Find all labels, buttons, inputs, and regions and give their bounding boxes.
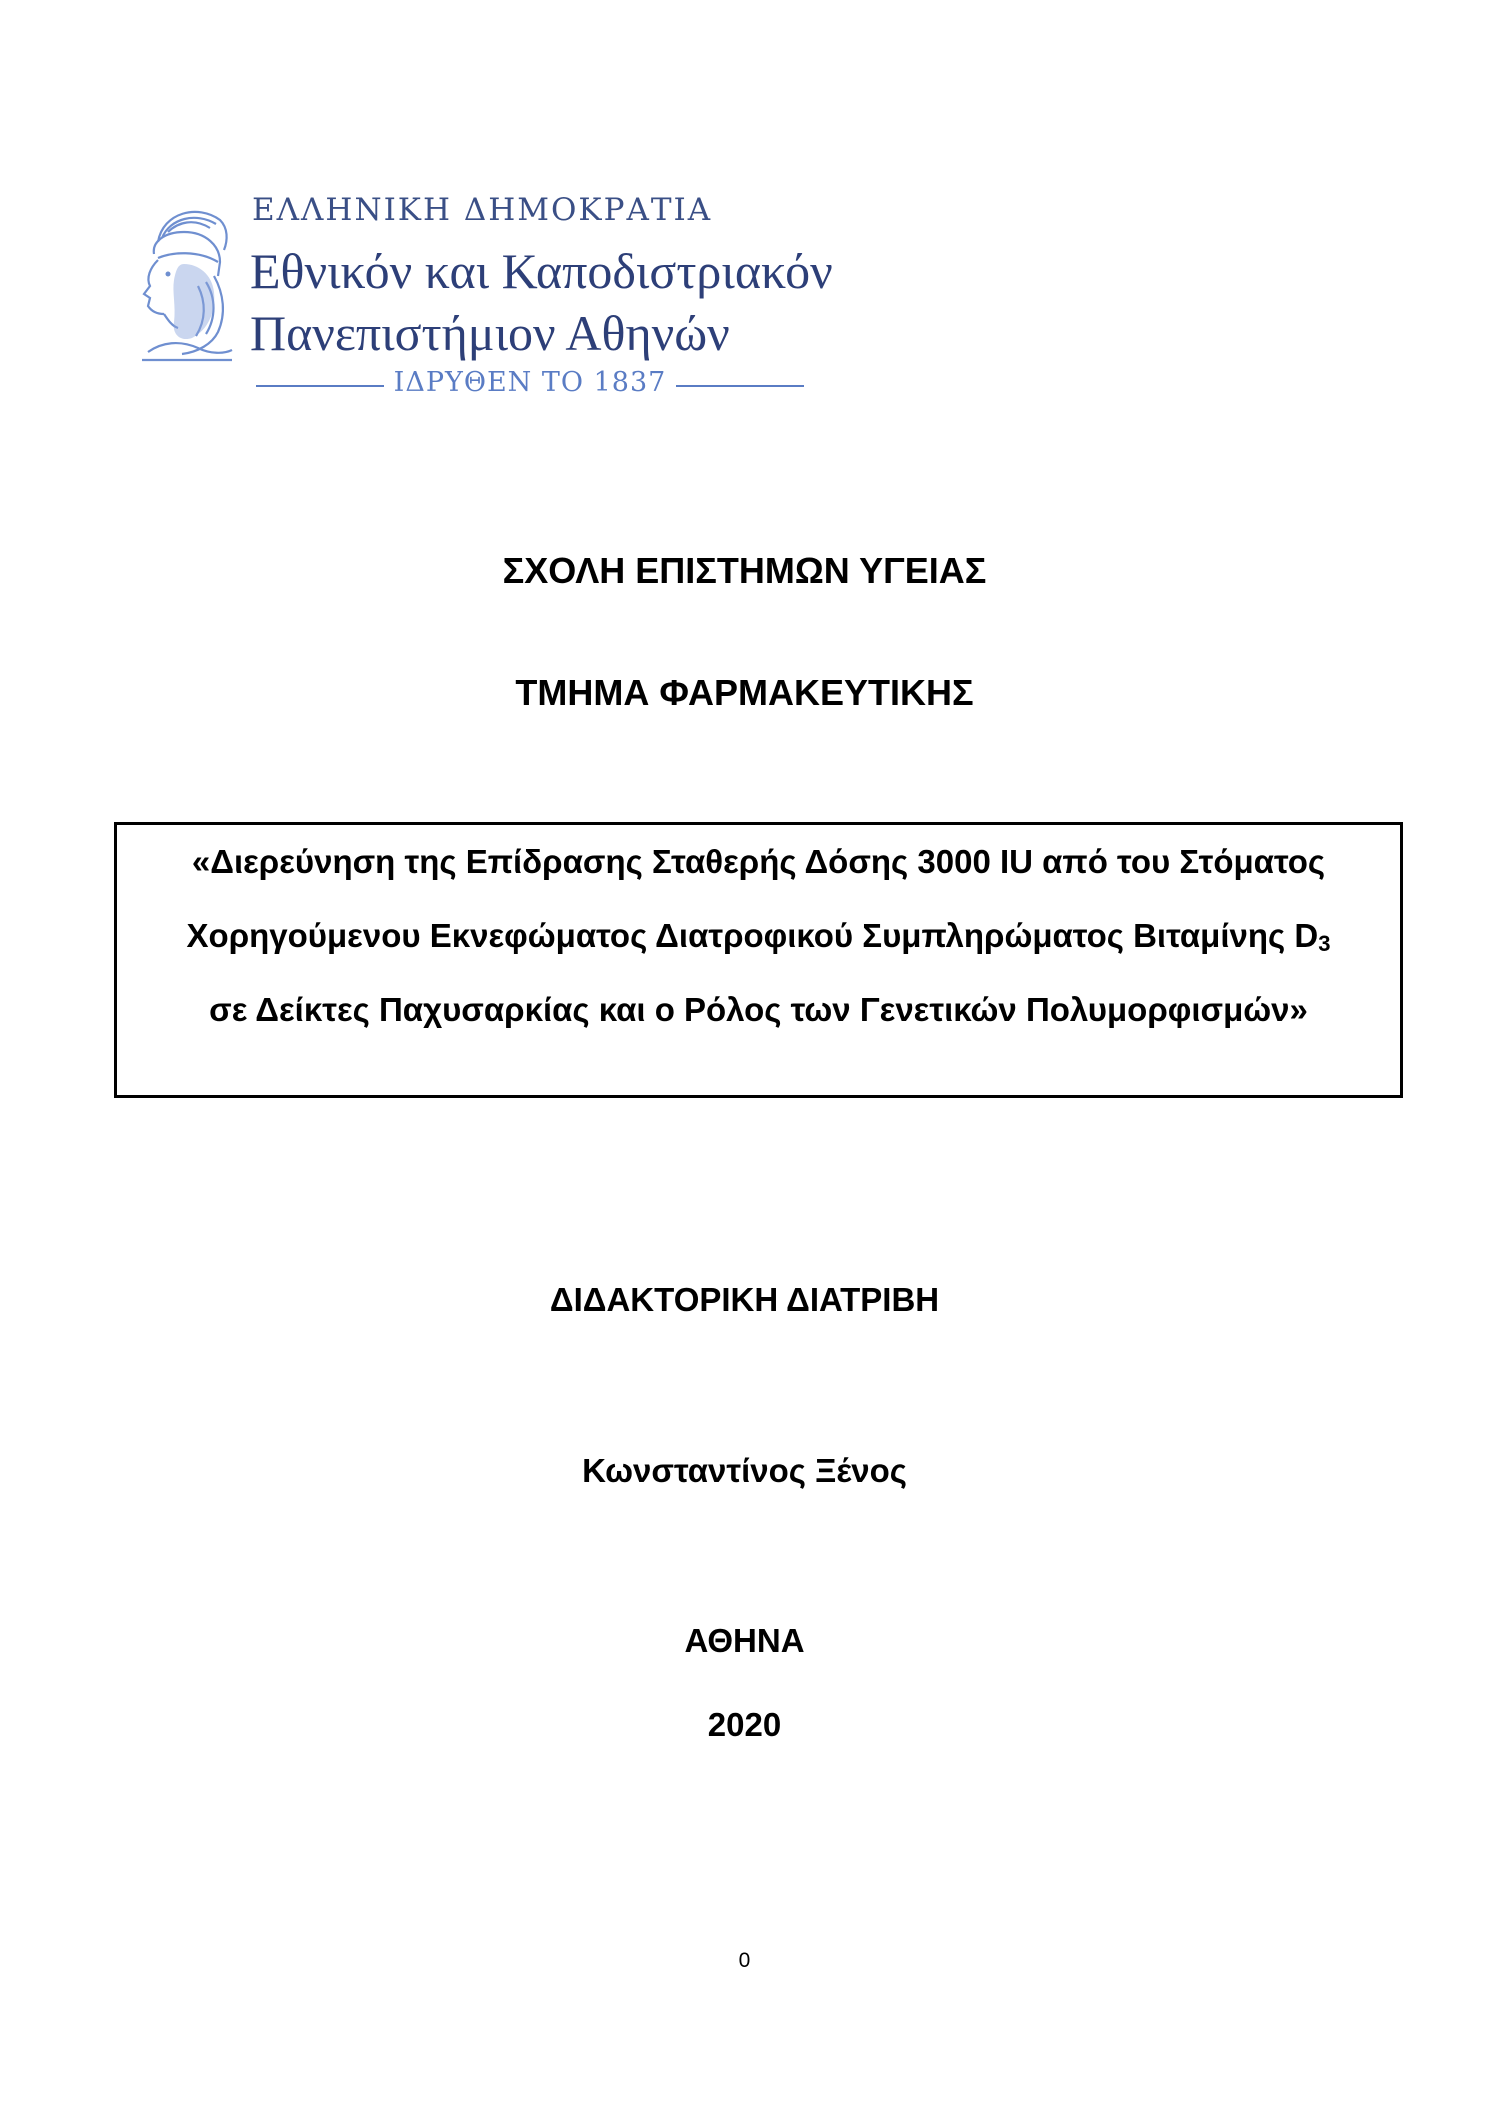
athena-seal-icon (128, 202, 238, 362)
founded-rule-right (676, 385, 804, 387)
document-type-heading: ΔΙΔΑΚΤΟΡΙΚΗ ΔΙΑΤΡΙΒΗ (549, 1281, 940, 1318)
year-label: 2020 (707, 1706, 782, 1743)
author-name: Κωνσταντίνος Ξένος (582, 1452, 907, 1489)
school-heading: ΣΧΟΛΗ ΕΠΙΣΤΗΜΩΝ ΥΓΕΙΑΣ (502, 550, 987, 591)
university-name-line2: Πανεπιστήμιον Αθηνών (250, 305, 730, 361)
thesis-title-line1: «Διερεύνηση της Επίδρασης Σταθερής Δόσης 3000 IU από του Στόματος (191, 843, 1326, 880)
republic-label: ΕΛΛΗΝΙΚΗ ΔΗΜΟΚΡΑΤΙΑ (252, 192, 713, 228)
city-label: ΑΘΗΝΑ (684, 1622, 805, 1659)
department-heading: ΤΜΗΜΑ ΦΑΡΜΑΚΕΥΤΙΚΗΣ (515, 672, 974, 713)
founded-line (256, 367, 804, 407)
thesis-title-line2 (117, 917, 1400, 957)
university-logo (128, 192, 948, 402)
thesis-title-subscript: 3 (1318, 931, 1331, 956)
founded-label: ΙΔΡΥΘΕΝ ΤΟ 1837 (393, 367, 667, 398)
page-number: 0 (738, 1949, 751, 1972)
university-name-line1: Εθνικόν και Καποδιστριακόν (250, 243, 833, 299)
thesis-title-line3: σε Δείκτες Παχυσαρκίας και ο Ρόλος των Γενετικών Πολυμορφισμών» (209, 991, 1308, 1028)
thesis-title-line2-text: Χορηγούμενου Εκνεφώματος Διατροφικού Συμπληρώματος Βιταμίνης D (186, 917, 1319, 954)
thesis-title-box (114, 822, 1403, 1098)
